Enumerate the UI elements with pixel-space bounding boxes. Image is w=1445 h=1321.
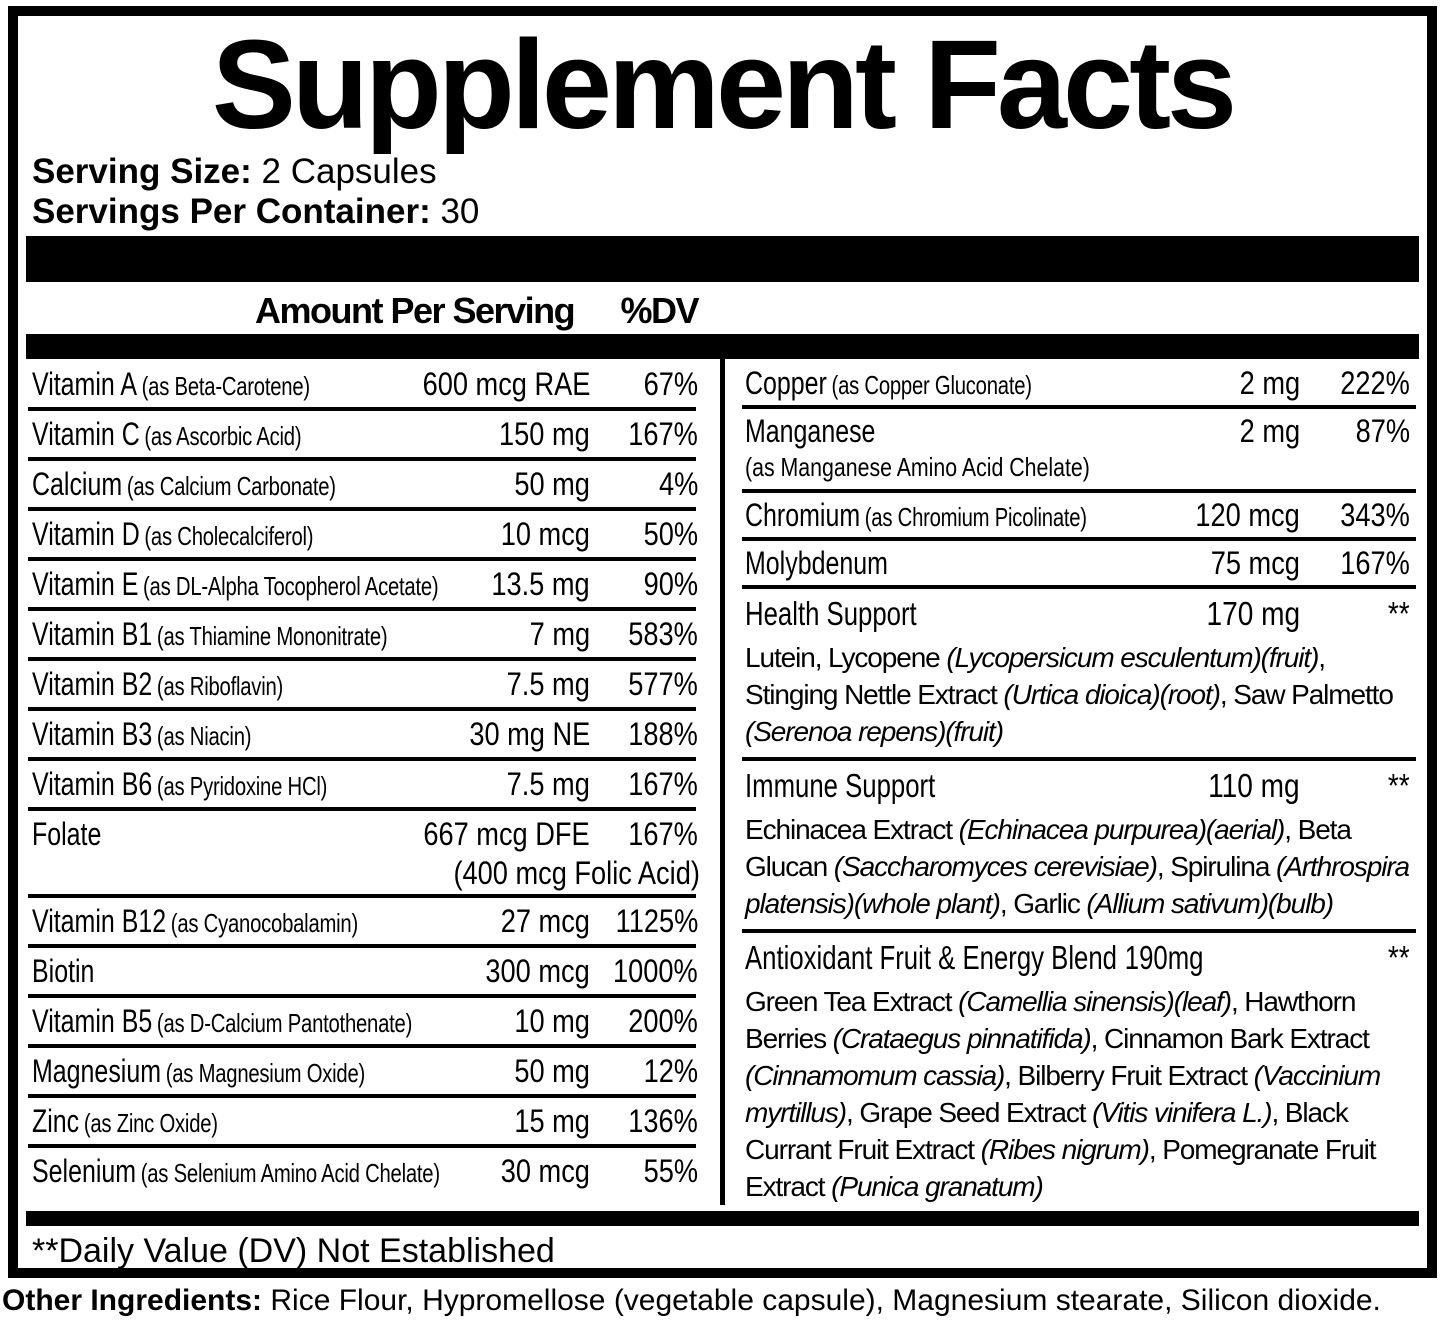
nutrient-row-calcium <box>18 461 720 507</box>
nutrient-amount: 50 mg <box>514 466 590 502</box>
nutrient-name: Zinc <box>32 1103 80 1139</box>
nutrient-name: Vitamin A <box>32 366 137 402</box>
nutrient-form: (as Manganese Amino Acid Chelate) <box>745 452 1090 482</box>
nutrient-dv: 55% <box>643 1153 698 1189</box>
nutrient-dv: 12% <box>643 1053 698 1089</box>
nutrient-form: (as Zinc Oxide) <box>83 1108 218 1138</box>
nutrient-name: Selenium <box>32 1153 137 1189</box>
nutrient-name: Vitamin B3 <box>32 716 153 752</box>
nutrient-name: Vitamin C <box>32 416 140 452</box>
other-ingredients-label: Other Ingredients: <box>2 1284 263 1317</box>
nutrient-amount: 75 mcg <box>1210 545 1300 581</box>
nutrient-dv: 200% <box>628 1003 698 1039</box>
nutrient-name: Calcium <box>32 466 123 502</box>
nutrient-row-chromium <box>725 493 1427 537</box>
nutrient-form: (as Riboflavin) <box>156 671 284 701</box>
nutrient-row-vitamin-b2 <box>18 661 720 707</box>
nutrient-form: (as D-Calcium Pantothenate) <box>156 1008 413 1038</box>
separator-bar-top <box>26 236 1419 282</box>
nutrient-form: (as Beta-Carotene) <box>141 371 310 401</box>
serving-size-label: Serving Size: <box>32 152 252 191</box>
nutrient-amount: 13.5 mg <box>491 566 590 602</box>
nutrient-row-magnesium <box>18 1048 720 1094</box>
nutrient-amount: 7.5 mg <box>506 666 590 702</box>
section-name: Immune Support <box>745 767 936 804</box>
nutrient-row-vitamin-a <box>18 361 720 407</box>
nutrient-row-zinc <box>18 1098 720 1144</box>
serving-size-value: 2 Capsules <box>261 152 437 191</box>
section-ingredients: Green Tea Extract (Camellia sinensis)(leaf), Hawthorn Berries (Crataegus pinnatifida), Cinnamon Bark Extract (Cinnamomum cassia), Bilberry Fruit Extract (Vaccinium myrtillus), Grape Seed Extract (Vitis vinifera L.), Black Currant Fruit Extract (Ribes nigrum), Pomegranate Fruit Extract (Punica granatum) <box>745 986 1381 1202</box>
nutrient-name: Vitamin D <box>32 516 140 552</box>
nutrient-dv: 188% <box>628 716 698 752</box>
nutrient-row-vitamin-b5 <box>18 998 720 1044</box>
nutrient-columns <box>18 359 1427 1205</box>
nutrient-dv: 222% <box>1340 365 1410 401</box>
nutrient-dv: 1000% <box>613 953 698 989</box>
nutrient-dv: 167% <box>628 416 698 452</box>
nutrient-form: (as Cholecalciferol) <box>144 521 314 551</box>
nutrient-form: (as Thiamine Mononitrate) <box>156 621 388 651</box>
nutrient-row-folate <box>18 811 720 894</box>
section-dv: ** <box>1388 595 1410 632</box>
nutrient-row-vitamin-b3 <box>18 711 720 757</box>
nutrient-dv: 136% <box>628 1103 698 1139</box>
section-ingredients: Lutein, Lycopene (Lycopersicum esculentum)(fruit), Stinging Nettle Extract (Urtica dioica)(root), Saw Palmetto (Serenoa repens)(fruit) <box>745 642 1393 747</box>
section-dv: ** <box>1388 939 1410 976</box>
nutrient-form: (as Niacin) <box>156 721 252 751</box>
nutrient-row-biotin <box>18 948 720 994</box>
nutrient-amount: 667 mcg DFE <box>423 816 590 852</box>
separator-bar-bottom <box>26 1211 1419 1226</box>
nutrient-form: (as Copper Gluconate) <box>831 370 1032 400</box>
left-column <box>18 359 720 1205</box>
section-ingredients: Echinacea Extract (Echinacea purpurea)(aerial), Beta Glucan (Saccharomyces cerevisiae), Spirulina (Arthrospira platensis)(whole plant), Garlic (Allium sativum)(bulb) <box>745 814 1410 919</box>
nutrient-name: Magnesium <box>32 1053 162 1089</box>
nutrient-amount: 10 mg <box>514 1003 590 1039</box>
servings-per-container-label: Servings Per Container: <box>32 192 431 231</box>
nutrient-row-vitamin-b6 <box>18 761 720 807</box>
nutrient-amount: 600 mcg RAE <box>422 366 590 402</box>
nutrient-amount: 150 mg <box>499 416 590 452</box>
nutrient-amount: 15 mg <box>514 1103 590 1139</box>
nutrient-dv: 167% <box>628 766 698 802</box>
serving-size-line <box>18 152 1427 192</box>
section-amount: 110 mg <box>1208 767 1300 804</box>
nutrient-name: Vitamin B1 <box>32 616 153 652</box>
nutrient-dv: 90% <box>643 566 698 602</box>
section-health-support <box>725 589 1427 757</box>
nutrient-form: (as Selenium Amino Acid Chelate) <box>140 1158 440 1188</box>
nutrient-form: (as Ascorbic Acid) <box>144 421 302 451</box>
nutrient-amount: 30 mcg <box>500 1153 590 1189</box>
other-ingredients-line <box>0 1283 1445 1319</box>
nutrient-amount: 30 mg NE <box>469 716 590 752</box>
section-antioxidant-blend <box>725 933 1427 1205</box>
nutrient-amount: 300 mcg <box>485 953 590 989</box>
amount-per-serving-header: Amount Per Serving <box>255 290 575 331</box>
nutrient-row-manganese <box>725 409 1427 489</box>
column-header <box>18 282 1427 334</box>
nutrient-dv: 577% <box>628 666 698 702</box>
nutrient-dv: 4% <box>658 466 698 502</box>
servings-per-container-value: 30 <box>440 192 480 231</box>
nutrient-dv: 343% <box>1340 497 1410 533</box>
nutrient-amount: 7 mg <box>529 616 590 652</box>
nutrient-amount: 2 mg <box>1239 413 1300 449</box>
nutrient-form: (as Magnesium Oxide) <box>165 1058 366 1088</box>
nutrient-name: Molybdenum <box>745 545 888 581</box>
nutrient-amount: 10 mcg <box>500 516 590 552</box>
nutrient-form: (as Chromium Picolinate) <box>864 502 1087 532</box>
supplement-facts-panel <box>8 6 1437 1278</box>
percent-dv-header: %DV <box>620 290 698 331</box>
nutrient-dv: 167% <box>1340 545 1410 581</box>
nutrient-name: Vitamin B6 <box>32 766 153 802</box>
nutrient-row-vitamin-b1 <box>18 611 720 657</box>
nutrient-name: Vitamin B2 <box>32 666 153 702</box>
nutrient-amount: 7.5 mg <box>506 766 590 802</box>
nutrient-name: Vitamin B12 <box>32 903 167 939</box>
nutrient-amount: 50 mg <box>514 1053 590 1089</box>
nutrient-row-copper <box>725 361 1427 405</box>
nutrient-form: (as Cyanocobalamin) <box>170 908 358 938</box>
nutrient-form: (as Pyridoxine HCl) <box>156 771 328 801</box>
nutrient-amount: 120 mcg <box>1195 497 1300 533</box>
nutrient-row-selenium <box>18 1148 720 1194</box>
dv-footnote: **Daily Value (DV) Not Established <box>32 1232 555 1270</box>
nutrient-dv: 583% <box>628 616 698 652</box>
nutrient-name: Vitamin E <box>32 566 139 602</box>
nutrient-row-vitamin-e <box>18 561 720 607</box>
section-name: Health Support <box>745 595 917 632</box>
nutrient-name: Folate <box>32 816 102 852</box>
panel-title: Supplement Facts <box>211 14 1234 155</box>
nutrient-name: Copper <box>745 365 827 401</box>
nutrient-dv: 67% <box>643 366 698 402</box>
nutrient-dv: 1125% <box>615 903 698 939</box>
section-amount: 170 mg <box>1206 595 1300 632</box>
other-ingredients-text: Rice Flour, Hypromellose (vegetable capsule), Magnesium stearate, Silicon dioxide. <box>262 1284 1381 1317</box>
nutrient-form: (as Calcium Carbonate) <box>126 471 336 501</box>
nutrient-amount: 27 mcg <box>500 903 590 939</box>
section-dv: ** <box>1388 767 1410 804</box>
nutrient-dv: 167% <box>628 816 698 852</box>
nutrient-name: Vitamin B5 <box>32 1003 153 1039</box>
nutrient-amount-note: (400 mcg Folic Acid) <box>453 855 700 891</box>
nutrient-row-molybdenum <box>725 541 1427 585</box>
servings-per-container-line <box>18 192 1427 232</box>
nutrient-row-vitamin-c <box>18 411 720 457</box>
section-name: Antioxidant Fruit & Energy Blend <box>745 939 1117 976</box>
nutrient-name: Biotin <box>32 953 95 989</box>
nutrient-dv: 87% <box>1355 413 1410 449</box>
nutrient-name: Chromium <box>745 497 861 533</box>
nutrient-form: (as DL-Alpha Tocopherol Acetate) <box>143 571 439 601</box>
right-column <box>725 359 1427 1205</box>
nutrient-name: Manganese <box>745 413 876 449</box>
nutrient-row-vitamin-b12 <box>18 898 720 944</box>
nutrient-dv: 50% <box>643 516 698 552</box>
section-immune-support <box>725 761 1427 929</box>
separator-bar-header <box>26 334 1419 359</box>
nutrient-row-vitamin-d <box>18 511 720 557</box>
nutrient-amount: 2 mg <box>1239 365 1300 401</box>
section-amount: 190mg <box>1124 939 1204 976</box>
